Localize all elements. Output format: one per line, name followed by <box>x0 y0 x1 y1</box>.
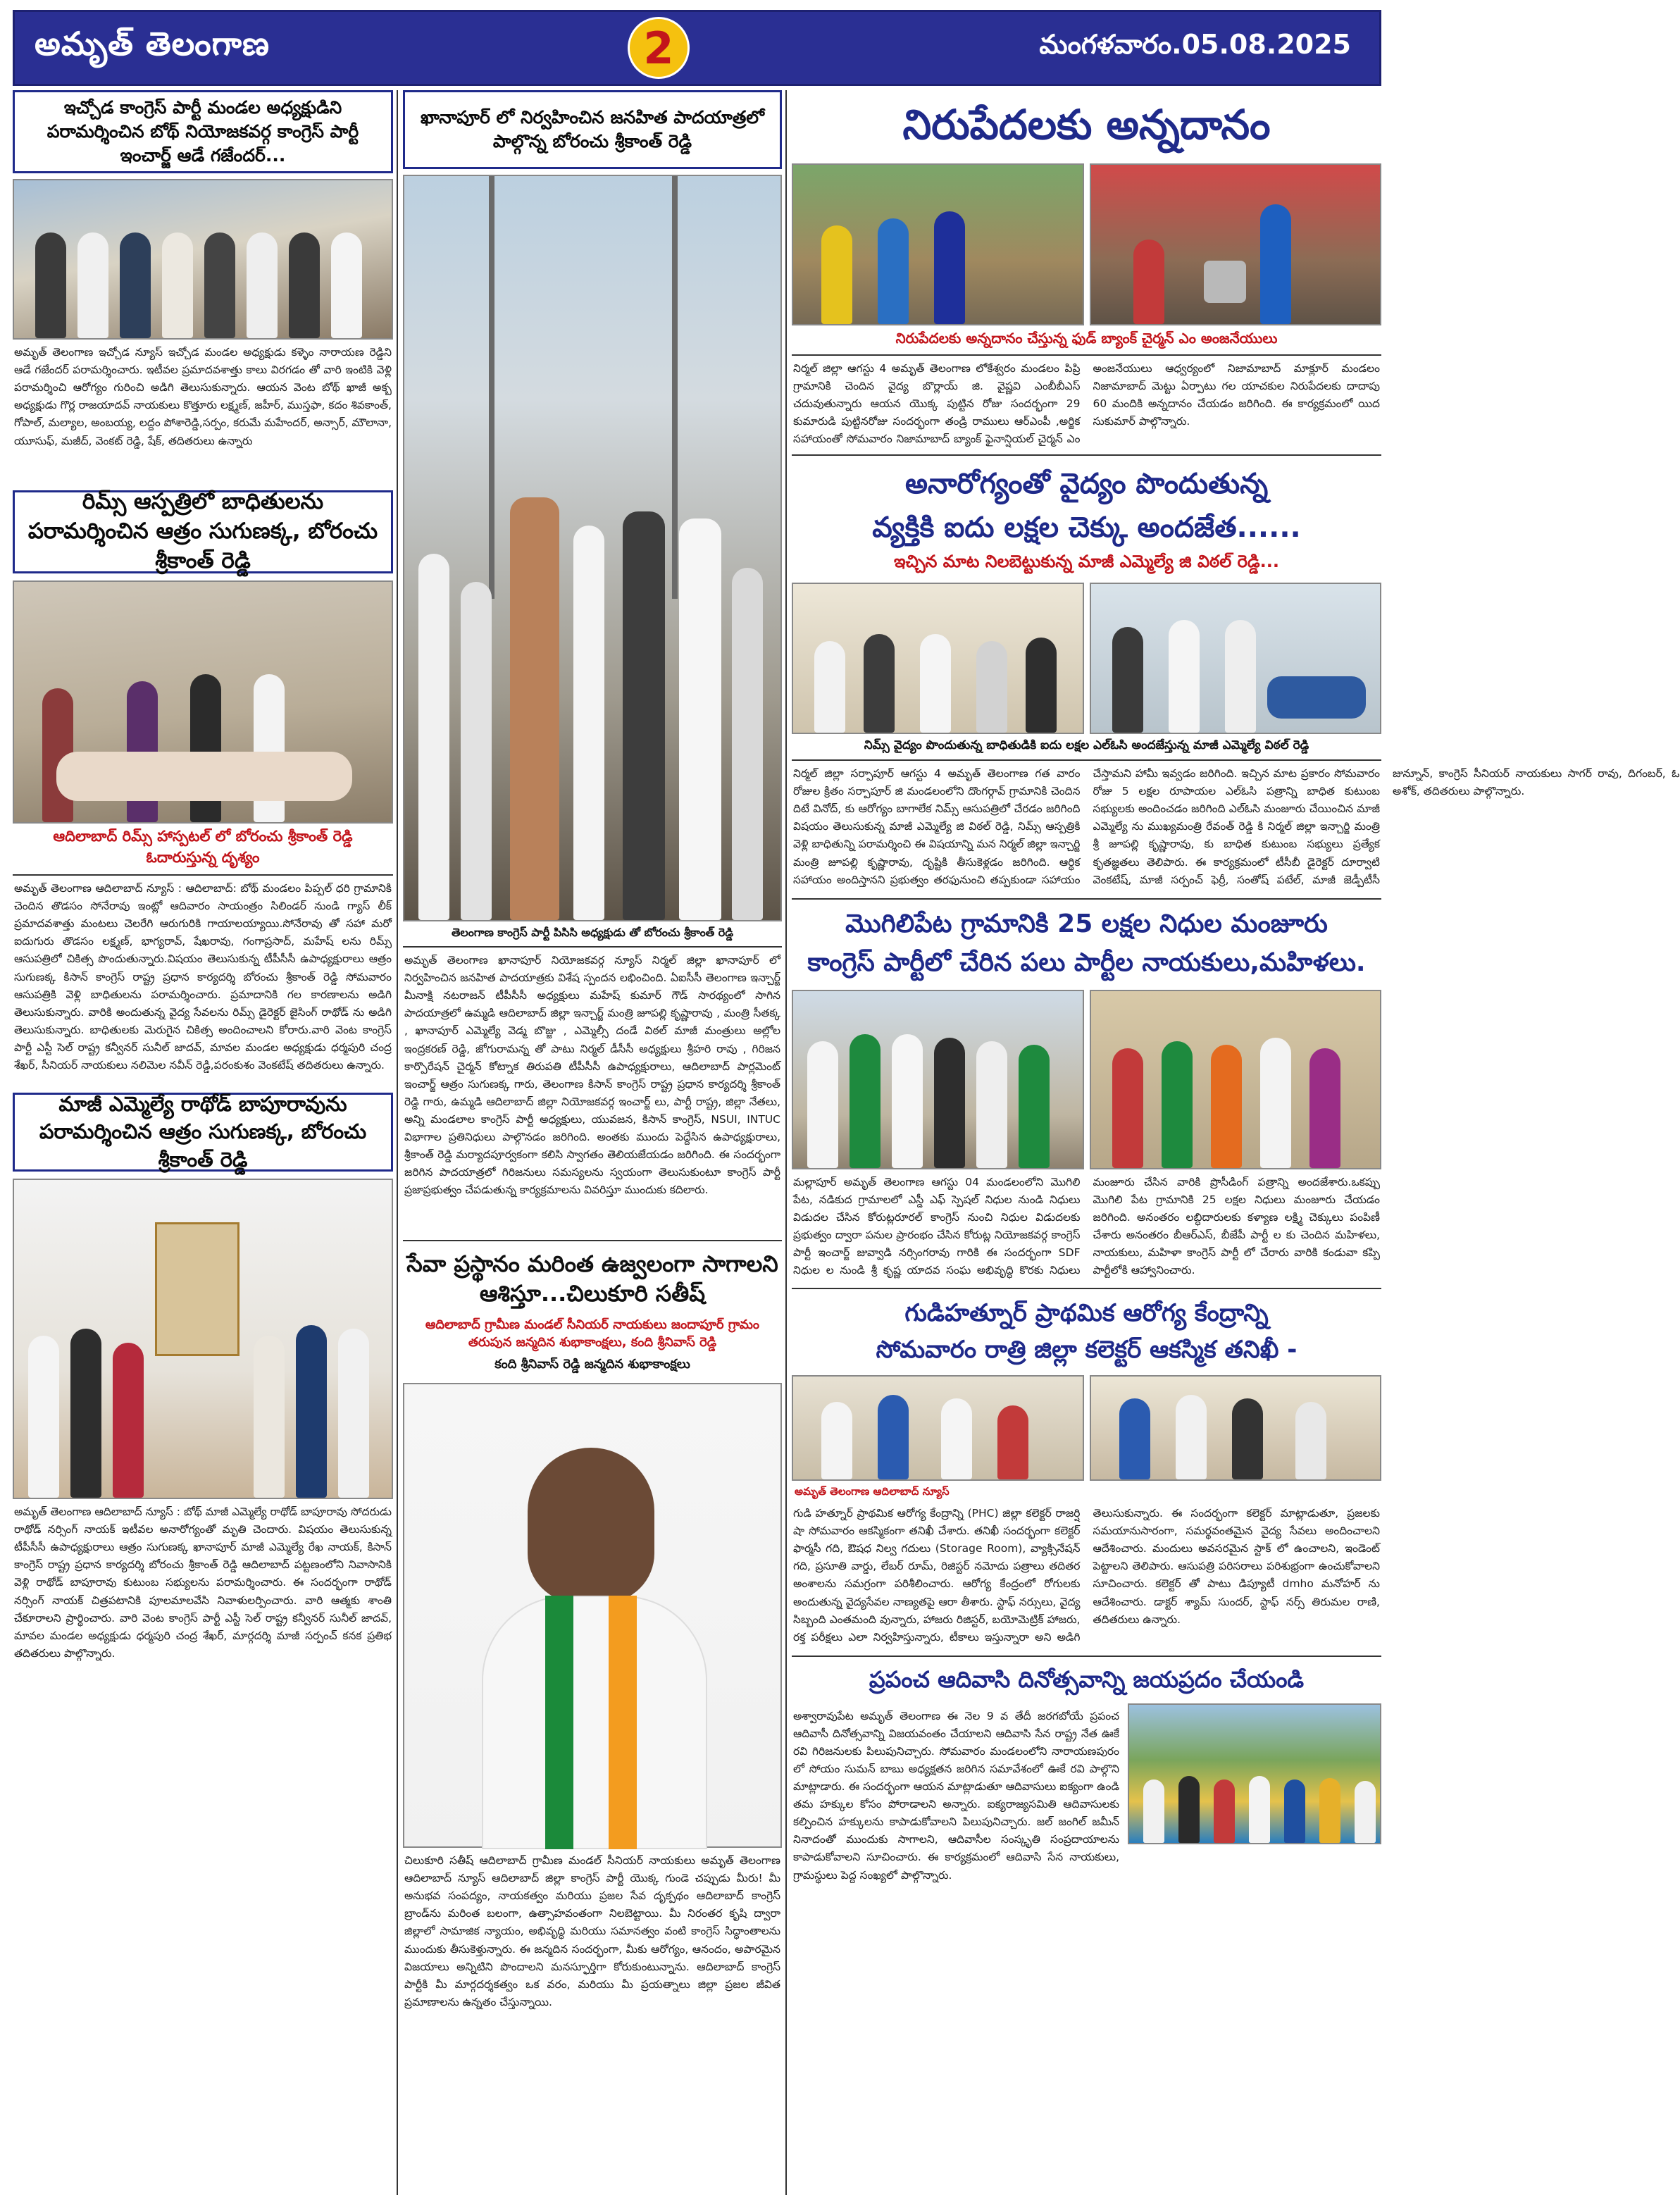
right-story1-caption: నిరుపేదలకు అన్నదానం చేస్తున్న ఫుడ్ బ్యాంక్ చైర్మన్ ఎం అంజనేయులు <box>792 325 1381 356</box>
right-story3-headline-line2: కాంగ్రెస్ పార్టీలో చేరిన పలు పార్టీల నాయకులు,మహిళలు. <box>807 948 1366 977</box>
right-story2-headline-line1: అనారోగ్యంతో వైద్యం పొందుతున్న <box>792 454 1381 508</box>
left-story1-headline: ఇచ్చోడ కాంగ్రెస్ పార్టీ మండల అధ్యక్షుడిని పరామర్శించిన బోథ్ నియోజకవర్గ కాంగ్రెస్ పార్టీ ఇంచార్జ్ ఆడే గజేందర్... <box>13 90 393 173</box>
left-story3-body: అమృత్ తెలంగాణ ఆదిలాబాద్ న్యూస్ : బోథ్ మాజీ ఎమ్మెల్యే రాథోడ్ బాపూరావు సోదరుడు రాథోడ్ నర్సింగ్ నాయక్ ఇటీవల అనారోగ్యంతో మృతి చెందారు. విషయం తెలుసుకున్న టీపీసీసీ ఉపాధ్యక్షురాలు ఆత్రం సుగుణక్క ఖానాపూర్ మాజీ ఎమ్మెల్యే రేఖ నాయక్, కిసాన్ కాంగ్రెస్ రాష్ట్ర ప్రధాన కార్యదర్శి బోరంచు శ్రీకాంత్ రెడ్డి ఆదిలాబాద్ పట్టణంలోని నివాసానికి వెళ్లి రాథోడ్ బాపూరావు కుటుంబ సభ్యులను పరామర్శించారు. ఈ సందర్భంగా రాథోడ్ నర్సింగ్ నాయక్ చిత్రపటానికి పూలమాలవేసి నివాళులర్పించారు. వారి ఆత్మకు శాంతి చేకూరాలని ప్రార్థించారు. వారి వెంట కాంగ్రెస్ పార్టీ ఎస్టీ సెల్ రాష్ట్ర కన్వీనర్ సునీల్ జాదవ్, మావల మండల అధ్యక్షుడు ధర్మపురి చంద్ర శేఖర్, మార్గదర్శి మాజీ సర్పంచ్ కనక ప్రతిభ తదితరులు పాల్గొన్నారు. <box>14 1505 392 1660</box>
left-story1-body: అమృత్ తెలంగాణ ఇచ్చోడ న్యూస్ ఇచ్చోడ మండల అధ్యక్షుడు కళ్ళెం నారాయణ రెడ్డిని ఆడే గజేందర్ పరామర్శించారు. ఇటీవల ప్రమాదవశాత్తు కాలు విరగడం తో వారి ఇంటికి వెళ్లి పరామర్శించి ఆరోగ్యం గురించి అడిగి తెలుసుకున్నారు. ఆయన వెంట బోథ్ ఖాజీ అక్బ అధ్యక్షుడు గొర్ల రాజయాదవ్ నాయకులు కొత్తూరు లక్ష్మణ్, జహీర్, ముస్తఫా, కదం శివకాంత్, గోపాల్, మల్యాల, అంబయ్య, లద్దం పోశారెడ్డి,సర్పం, కరుమే మహేందర్, అన్సార్, మౌలానా, యూసుఫ్, మజీద్, వెంకట్ రెడ్డి, షేక్, తదితరులు ఉన్నారు <box>14 346 392 447</box>
left-column <box>13 90 393 2195</box>
mid-story1-body: అమృత్ తెలంగాణ ఖానాపూర్ నియోజకవర్గ న్యూస్ నిర్మల్ జిల్లా ఖానాపూర్ లో నిర్వహించిన జనహిత పాదయాత్రకు విశేష స్పందన లభించింది. ఏఐసీసీ తెలంగాణ ఇన్చార్జ్ మీనాక్షి నటరాజన్ టీపీసీసీ అధ్యక్షులు మహేష్ కుమార్ గౌడ్ సారథ్యంలో సాగిన పాదయాత్రలో ఉమ్మడి ఆదిలాబాద్ జిల్లా ఇన్చార్జ్ మంత్రి జూపల్లి కృష్ణారావు , మంత్రి సీతక్క , ఖానాపూర్ ఎమ్మెల్యే వెడ్మ బొజ్జు , ఎమ్మెల్సీ దండే విఠల్ మాజీ మంత్రులు అల్లోల ఇంద్రకరణ్ రెడ్డి, జోగురామన్న తో పాటు నిర్మల్ డీసీసీ అధ్యక్షులు శ్రీహరి రావు , గిరిజన కార్పొరేషన్ చైర్మన్ కోట్నాక తిరుపతి టీపీసీసీ ఉపాధ్యక్షురాలు, ఆదిలాబాద్ పార్లమెంట్ ఇంచార్జ్ ఆత్రం సుగుణక్క గారు, తెలంగాణ కిసాన్ కాంగ్రెస్ రాష్ట్ర ప్రధాన కార్యదర్శి శ్రీకాంత్ రెడ్డి గారు, ఉమ్మడి ఆదిలాబాద్ జిల్లా నియోజకవర్గ ఇంచార్జ్ లు, పార్టీ రాష్ట్ర, జిల్లా నేతలు, అన్ని మండలాల కాంగ్రెస్ పార్టీ అధ్యక్షులు, యువజన, కిసాన్ కాంగ్రెస్, NSUI, INTUC విభాగాల ప్రతినిధులు పాల్గొనడం జరిగింది. అంతకు ముందు పెద్దేసిన ఉపాధ్యక్షురాలు, శ్రీకాంత్ రెడ్డి మర్యాదపూర్వకంగా కలిసి స్వాగతం తెలియజేయడం జరిగింది. ఈ సందర్భంగా జరిగిన పాదయాత్రలో గిరిజనులు సమస్యలను స్వయంగా తెలుసుకుంటూ కాంగ్రెస్ పార్టీ ప్రజాప్రభుత్వం చేపడుతున్న కార్యక్రమాలను వివరిస్తూ ముందుకు కదిలారు. <box>404 954 780 1197</box>
right-story4-body: గుడి హత్నూర్ ప్రాథమిక ఆరోగ్య కేంద్రాన్ని (PHC) జిల్లా కలెక్టర్ రాజర్షి షా సోమవారం ఆకస్మికంగా తనిఖీ చేశారు. తనిఖీ సందర్భంగా కలెక్టర్ ఫార్మసీ గది, ఔషధ నిల్వ గదులు (Storage Room), వ్యాక్సినేషన్ గది, ప్రసూతి వార్డు, లేబర్ రూమ్, రిజిస్టర్ నమోదు పత్రాలు తదితర అంశాలను సమగ్రంగా పరిశీలించారు. ఆరోగ్య కేంద్రంలో రోగులకు అందుతున్న వైద్యసేవల నాణ్యతపై ఆరా తీశారు. స్టాఫ్ నర్సులు, వైద్య సిబ్బంది ఎంతమంది వున్నారు, హాజరు రిజిస్టర్, బయోమెట్రిక్ హాజరు, రక్త పరీక్షలు ఎలా నిర్వహిస్తున్నారు, టీకాలు ఇస్తున్నారా అని అడిగి తెలుసుకున్నారు. ఈ సందర్భంగా కలెక్టర్ మాట్లాడుతూ, ప్రజలకు సమయానుసారంగా, సమర్థవంతమైన వైద్య సేవలు అందించాలని ఆదేశించారు. మందులు అవసరమైన స్టాక్ లో ఉంచాలని, ఇండెంట్ పెట్టాలని తెలిపారు. ఆసుపత్రి పరిసరాలు పరిశుభ్రంగా ఉంచుకోవాలని సూచించారు. కలెక్టర్ తో పాటు డిప్యూటీ dmho మనోహర్ ను ఆదేశించారు. డాక్టర్ శ్యామ్ సుందర్, స్టాఫ్ నర్స్ తిరుమల రాణి, తదితరులు ఉన్నారు. <box>793 1506 1380 1644</box>
right-story1-headline: నిరుపేదలకు అన్నదానం <box>902 101 1271 149</box>
right-story1-body: నిర్మల్ జిల్లా ఆగస్టు 4 అమృత్ తెలంగాణ లోకేశ్వరం మండలం పిప్రి గ్రామానికి చెందిన వైద్య బొర్లాయ్ జి. వైష్ణవి ఎంబీబీఎస్ చదువుతున్నారు ఆయన యొక్క పుట్టిన రోజు సందర్భంగా 29 కుమారుడి పుట్టినరోజు సందర్భంగా తండ్రి రాములు ఆర్ఎంపీ ,అర్జిక సహాయంతో సోమవారం నిజామాబాద్ బ్యాంక్ ఫైనాన్షియల్ చైర్మన్ ఎం అంజనేయులు ఆధ్వర్యంలో నిజామాబాద్ మాక్లూర్ మండలం నిజామాబాద్ మెట్టు ఏర్పాటు గల యాచకుల నిరుపేదలకు దాదాపు 60 మందికి అన్నదానం చేయడం జరిగింది. ఈ కార్యక్రమంలో యిద సుకుమార్ పాల్గొన్నారు. <box>793 362 1380 446</box>
issue-date: మంగళవారం.05.08.2025 <box>1039 29 1351 60</box>
right-story2-headline-line2: వ్యక్తికి ఐదు లక్షల చెక్కు అందజేత...... <box>872 511 1301 544</box>
masthead <box>13 10 1381 86</box>
left-story2-body: అమృత్ తెలంగాణ ఆదిలాబాద్ న్యూస్ : ఆదిలాబాద్: బోథ్ మండలం పిప్పల్ ధరి గ్రామానికి చెందిన తొడసం సోనేరావు ఇంట్లో ఆదివారం సాయంత్రం సిలిండర్ నుండి గ్యాస్ లీక్ ప్రమాదవశాత్తు మంటలు చెలరేగి ఆరుగురికి గాయాలయ్యాయి.సోనేరావు తో సహా మరో ఐదుగురు తొడసం లక్ష్మణ్, భాగ్యరావ్, షేఖరావు, గంగాప్రసాద్, మహేష్ లను రిమ్స్ ఆసుపత్రిలో చికిత్స పొందుతున్నారు.విషయం తెలుసుకున్న టీపీసీసీ ఉపాధ్యక్షురాలు ఆత్రం సుగుణక్క కిసాన్ కాంగ్రెస్ రాష్ట్ర ప్రధాన కార్యదర్శి బోరంచు శ్రీకాంత్ రెడ్డి సోమవారం ఆసుపత్రికి వెళ్లి బాధితులను పరామర్శించారు. ప్రమాదానికి గల కారణాలను అడిగి తెలుసుకున్నారు. వారికి అందుతున్న వైద్య సేవలను రిమ్స్ డైరెక్టర్ జైసింగ్ రాథోడ్ ను అడిగి తెలుసుకున్నారు. బాధితులకు మెరుగైన చికిత్స అందించాలని కోరారు.వారి వెంట కాంగ్రెస్ పార్టీ ఎస్టీ సెల్ రాష్ట్ర కన్వీనర్ సునీల్ జాదవ్, మావల మండల అధ్యక్షుడు ధర్మపురి చంద్ర శేఖర్, సీనియర్ నాయకులు నలిమెల నవీన్ రెడ్డి,పరంకుశం వెంకటేష్ తదితరులు ఉన్నారు. <box>14 882 392 1072</box>
right-column <box>792 90 1680 2195</box>
right-story3-photo-2 <box>1090 990 1382 1169</box>
right-story5-headline: ప్రపంచ ఆదివాసి దినోత్సవాన్ని జయప్రదం చేయండి <box>792 1656 1381 1701</box>
left-story2-caption: ఆదిలాబాద్ రిమ్స్ హాస్పటల్ లో బోరంచు శ్రీకాంత్ రెడ్డి ఓదారుస్తున్న దృశ్యం <box>13 824 393 876</box>
left-story3-headline: మాజీ ఎమ్మెల్యే రాథోడ్ బాపూరావును పరామర్శించిన ఆత్రం సుగుణక్క, బోరంచు శ్రీకాంత్ రెడ్డి <box>13 1093 393 1172</box>
right-story1-photo-2 <box>1090 163 1382 325</box>
right-story4-photo-2 <box>1090 1375 1382 1481</box>
left-story3-photo <box>13 1179 393 1499</box>
left-story2-photo <box>13 580 393 824</box>
right-story2-subtitle: ఇచ్చిన మాట నిలబెట్టుకున్న మాజీ ఎమ్మెల్యే జి విఠల్ రెడ్డి... <box>894 552 1279 571</box>
right-story3-body: మల్లాపూర్ అమృత్ తెలంగాణ ఆగస్టు 04 మండలంలోని మొగిలి పేట, నడికుద గ్రామాలలో ఎస్డీ ఎఫ్ స్పెషల్ నిధుల నుండి నిధులు విడుదల చేసిన కోరుట్లరూరల్ కాంగ్రెస్ నుంచి నిధుల విడుదలకు ప్రభుత్వం ద్వారా పనుల ప్రారంభం చేసిన కోరుట్ల నియోజకవర్గ కాంగ్రెస్ పార్టీ ఇంచార్జ్ జువ్వాడి నర్సింగరావు గారికి ఈ సందర్భంగా SDF నిధుల ల నుండి శ్రీ కృష్ణ యాదవ సంఘ అభివృద్ధి కొరకు నిధులు మంజూరు చేసిన వారికి ప్రొసీడింగ్ పత్రాన్ని అందజేశారు.ఒకప్పు మొగిలి పేట గ్రామానికి 25 లక్షల నిధులు మంజూరు చేయడం జరిగింది. అనంతరం లబ్ధిదారులకు కళ్యాణ లక్ష్మి చెక్కులు పంపిణీ చేశారు అనంతరం బీఆర్ఎస్, బీజేపీ పార్టీ ల కు చెందిన మహిళలు, నాయకులు, మహిళా కాంగ్రెస్ పార్టీ లో చేరారు వారికి కండువా కప్పి పార్టీలోకి ఆహ్వానించారు. <box>793 1175 1380 1277</box>
column-divider <box>397 90 398 2195</box>
right-story4-headline-line1: గుడిహత్నూర్ ప్రాథమిక ఆరోగ్య కేంద్రాన్ని <box>792 1288 1381 1334</box>
right-story1-photo-1 <box>792 163 1084 325</box>
right-story2-photo-1 <box>792 583 1084 734</box>
left-story1-photo <box>13 179 393 340</box>
left-story2-headline: రిమ్స్ ఆస్పత్రిలో బాధితులను పరామర్శించిన ఆత్రం సుగుణక్క, బోరంచు శ్రీకాంత్ రెడ్డి <box>13 490 393 573</box>
right-story5-body: అశ్వారావుపేట అమృత్ తెలంగాణ ఈ నెల 9 వ తేదీ జరగబోయే ప్రపంచ ఆదివాసీ దినోత్సవాన్ని విజయవంతం చేయాలని ఆదివాసి సేన రాష్ట్ర నేత ఊకే రవి గిరిజనులకు పిలుపునిచ్చారు. సోమవారం మండలంలోని నారాయణపురం లో సోయం సుమన్ బాబు అధ్యక్షతన జరిగిన సమావేశంలో ఊకే రవి పాల్గొని మాట్లాడారు. ఈ సందర్భంగా ఆయన మాట్లాడుతూ ఆదివాసులు ఐక్యంగా ఉండి తమ హక్కుల కోసం పోరాడాలని అన్నారు. ఐక్యరాజ్యసమితి ఆదివాసులకు కల్పించిన హక్కులను కాపాడుకోవాలని పిలుపునిచ్చారు. జల్ జంగిల్ జమీన్ నినాదంతో ముందుకు సాగాలని, ఆదివాసీల సంస్కృతి సంప్రదాయాలను కాపాడుకోవాలని సూచించారు. ఈ కార్యక్రమంలో ఆదివాసి సేన నాయకులు, గ్రామస్థులు పెద్ద సంఖ్యలో పాల్గొన్నారు. <box>793 1709 1119 1882</box>
mid-story2-headline: సేవా ప్రస్థానం మరింత ఉజ్వలంగా సాగాలని ఆశిస్తూ...చిలుకూరి సతీష్ <box>403 1240 782 1317</box>
mid-story2-subtitle: కంది శ్రీనివాస్ రెడ్డి జన్మదిన శుభాకాంక్షలు <box>494 1357 690 1372</box>
right-story2-caption: నిమ్స్ వైద్యం పొందుతున్న బాధితుడికి ఐదు లక్షల ఎల్ఓసి అందజేస్తున్న మాజీ ఎమ్మెల్యే విఠల్ రెడ్డి <box>792 734 1381 761</box>
right-story4-photo-1 <box>792 1375 1084 1481</box>
right-story2-body: నిర్మల్ జిల్లా సర్పాపూర్ ఆగస్టు 4 అమృత్ తెలంగాణ గత వారం రోజుల క్రితం సర్పాపూర్ జి మండలంలోని దొంగర్గావ్ గ్రామానికి చెందిన దిటే వినోద్, కు ఆరోగ్యం బాగాలేక నిమ్స్ ఆసుపత్రిలో చేరడం జరిగింది విషయం తెలుసుకున్న మాజీ ఎమ్మెల్యే జి విఠల్ రెడ్డి, నిమ్స్ ఆస్పత్రికి వెళ్లి బాధితున్ని పరామర్శించి ఈ విషయాన్ని మన నిర్మల్ జిల్లా ఇన్చార్జి మంత్రి జూపల్లి కృష్ణారావు, దృష్టికి తీసుకెళ్లడం జరిగింది. ఆర్థిక సహాయం అందిస్తానని ప్రభుత్వం తరఫునుంచి తప్పకుండా సహాయం చేస్తామని హామీ ఇవ్వడం జరిగింది. ఇచ్చిన మాట ప్రకారం సోమవారం రోజు 5 లక్షల రూపాయల ఎల్ఓసి పత్రాన్ని బాధిత కుటుంబ సభ్యులకు అందించడం జరిగింది ఎల్ఓసి మంజూరు చేయించిన మాజీ ఎమ్మెల్యే ను ముఖ్యమంత్రి రేవంత్ రెడ్డి కి నిర్మల్ జిల్లా ఇన్చార్జి మంత్రి శ్రీ జూపల్లి కృష్ణారావు, కు బాధిత కుటుంబ సభ్యులు ప్రత్యేక కృతజ్ఞతలు తెలిపారు. ఈ కార్యక్రమంలో టీసీబీ డైరెక్టర్ దూర్వాటి వెంకటేష్, మాజీ సర్పంచ్ ఫెర్రీ, సంతోష్ పటేల్, మాజీ జెడ్పీటీసీ జున్నూన్, కాంగ్రెస్ సీనియర్ నాయకులు సాగర్ రావు, దిగంబర్, ఓ అశోక్, తదితరులు పాల్గొన్నారు. <box>793 767 1680 886</box>
right-story3-headline-line1: మొగిలిపేట గ్రామానికి 25 లక్షల నిధుల మంజూరు <box>792 898 1381 947</box>
middle-column <box>403 90 782 2195</box>
page-number-badge: 2 <box>628 17 690 79</box>
right-story4-headline-line2: సోమవారం రాత్రి జిల్లా కలెక్టర్ ఆకస్మిక తనిఖీ - <box>876 1335 1298 1364</box>
mid-story1-caption: తెలంగాణ కాంగ్రెస్ పార్టీ పిసిసి అధ్యక్షుడు తో బోరంచు శ్రీకాంత్ రెడ్డి <box>403 921 782 948</box>
mid-story1-photo <box>403 175 782 921</box>
mid-story1-headline: ఖానాపూర్ లో నిర్వహించిన జనహిత పాదయాత్రలో పాల్గొన్న బోరంచు శ్రీకాంత్ రెడ్డి <box>403 90 782 169</box>
mid-story2-body: చిలుకూరి సతీష్ ఆదిలాబాద్ గ్రామీణ మండల్ సీనియర్ నాయకులు అమృత్ తెలంగాణ ఆదిలాబాద్ న్యూస్ ఆదిలాబాద్ జిల్లా కాంగ్రెస్ పార్టీ యొక్క గుండె చప్పుడు మీరు! మీ అనుభవ సంపద్యం, నాయకత్వం మరియు ప్రజల సేవ దృక్పథం ఆదిలాబాద్ కాంగ్రెస్ బ్రాండ్‌ను మరింత బలంగా, ఉత్సాహవంతంగా నిలబెట్టాయి. మీ నిరంతర కృషి ద్వారా జిల్లాలో సామాజిక న్యాయం, అభివృద్ధి మరియు సమానత్వం వంటి కాంగ్రెస్ సిద్ధాంతాలను ముందుకు తీసుకెళ్తున్నారు. ఈ జన్మదిన సందర్భంగా, మీకు ఆరోగ్యం, ఆనందం, అపారమైన విజయాలు అన్నిటిని పొందాలని మనస్ఫూర్తిగా కోరుకుంటున్నాను. ఆదిలాబాద్ కాంగ్రెస్ పార్టీకి మీ మార్గదర్శకత్వం ఒక వరం, మరియు మీ ప్రయత్నాలు జిల్లా ప్రజల జీవిత ప్రమాణాలను ఉన్నతం చేస్తున్నాయి. <box>404 1854 780 2008</box>
mid-story2-portrait <box>403 1383 782 1848</box>
right-story4-dateline: అమృత్ తెలంగాణ ఆదిలాబాద్ న్యూస్ <box>795 1484 950 1498</box>
right-story5-photo <box>1128 1703 1381 1844</box>
paper-name: అమృత్ తెలంగాణ <box>35 25 270 63</box>
column-divider <box>785 90 787 2195</box>
right-story3-photo-1 <box>792 990 1084 1169</box>
right-story2-photo-2 <box>1090 583 1382 734</box>
mid-story2-subtitle-red: ఆదిలాబాద్ గ్రామీణ మండల్ సీనియర్ నాయకులు జందాపూర్ గ్రామం తరుపున జన్మదిన శుభాకాంక్షలు, కంది శ్రీనివాస్ రెడ్డి <box>425 1317 760 1350</box>
